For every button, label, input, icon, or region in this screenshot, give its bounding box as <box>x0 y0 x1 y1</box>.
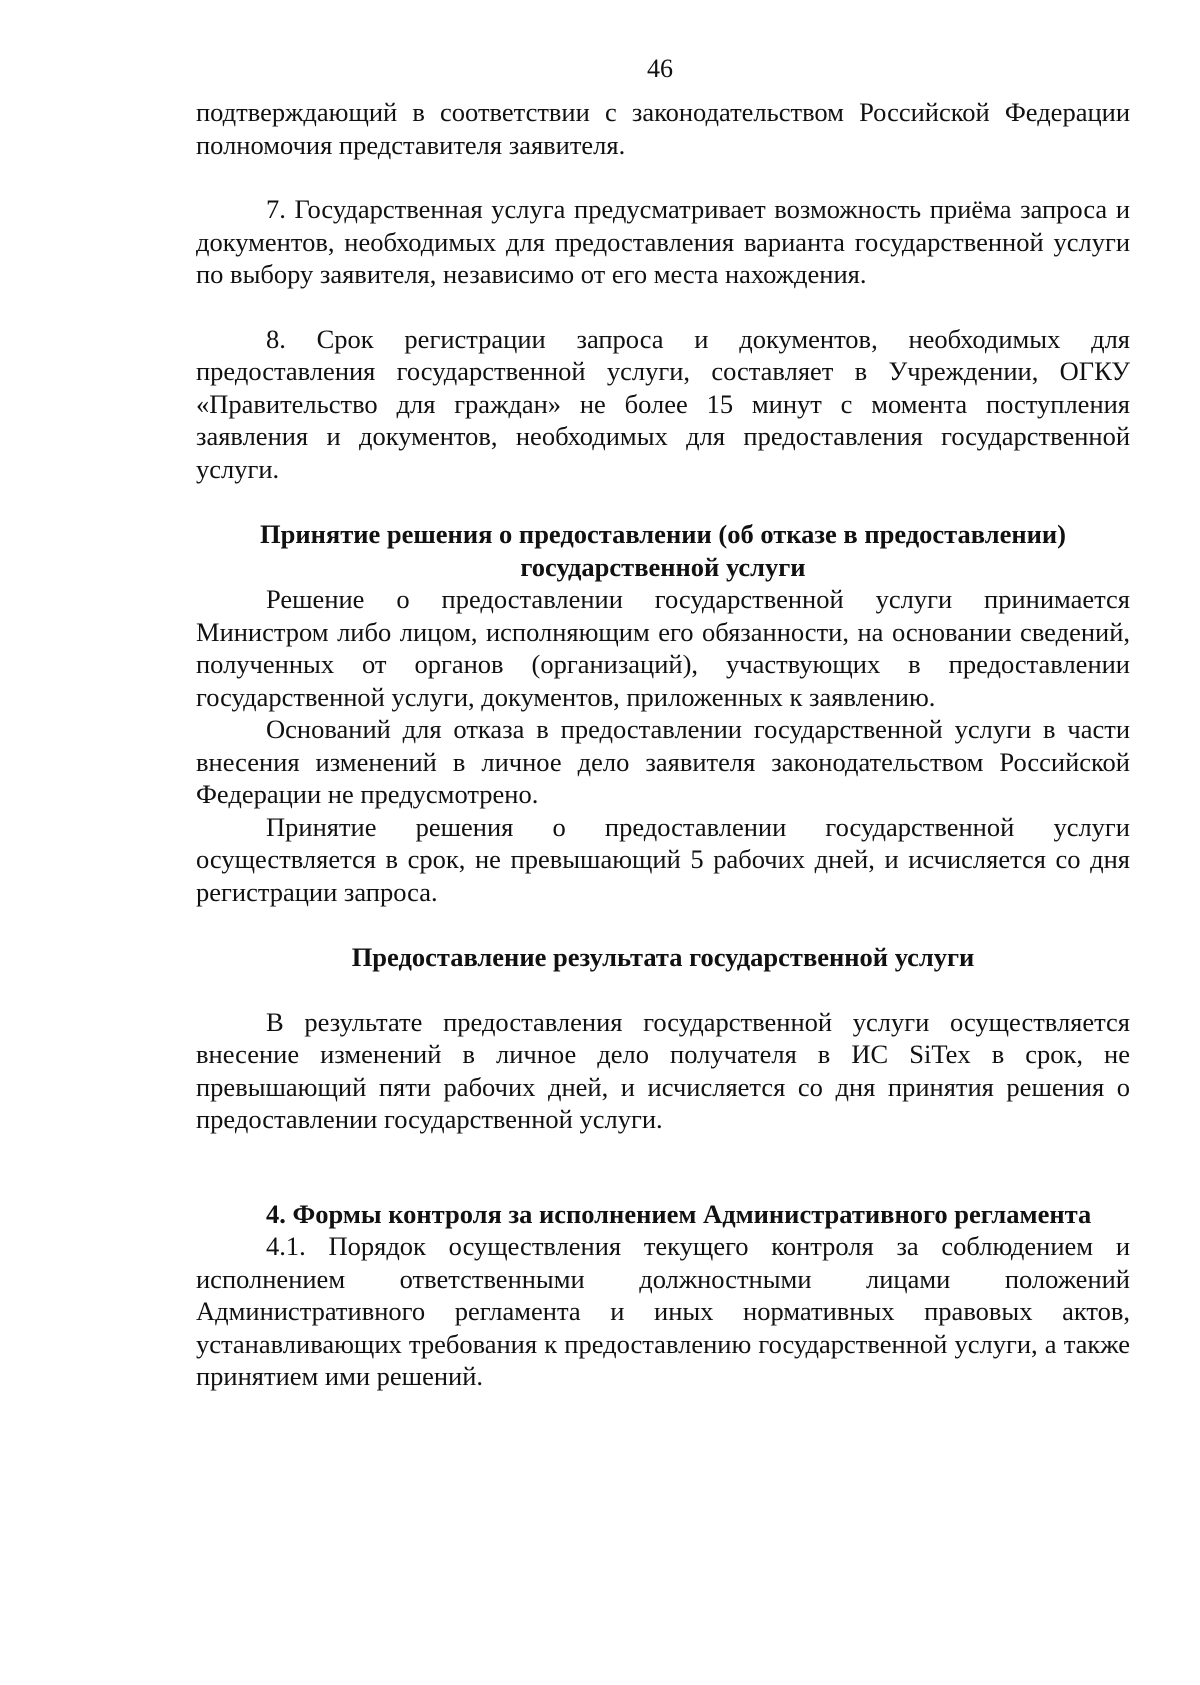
paragraph-decision-made: Решение о предоставлении государственной услуги принимается Министром либо лицом, исполняющим его обязанности, на основании сведений, полученных от органов (организаций), участвующих в предоставлении государственной услуги, документов, приложенных к заявлению. <box>196 584 1130 712</box>
paragraph-7: 7. Государственная услуга предусматривает возможность приёма запроса и документов, необходимых для предоставления варианта государственной услуги по выбору заявителя, независимо от его места нахождения. <box>196 194 1130 289</box>
page-number: 46 <box>647 54 673 83</box>
heading-decision: Принятие решения о предоставлении (об отказе в предоставлении) государственной услуги <box>260 519 1066 582</box>
paragraph-decision-term: Принятие решения о предоставлении государственной услуги осуществляется в срок, не превышающий 5 рабочих дней, и исчисляется со дня регистрации запроса. <box>196 811 1130 907</box>
section-4-heading: 4. Формы контроля за исполнением Административного регламента <box>266 1198 1092 1229</box>
paragraph-4-1: 4.1. Порядок осуществления текущего контроля за соблюдением и исполнением ответственными должностными лицами положений Административного регламента и иных нормативных правовых актов, устанавливающих требования к предоставлению государственной услуги, а также принятием ими решений. <box>196 1231 1130 1391</box>
paragraph-result: В результате предоставления государственной услуги осуществляется внесение изменений в личное дело получателя в ИС SiTex в срок, не превышающий пяти рабочих дней, и исчисляется со дня принятия решения о предоставлении государственной услуги. <box>196 1006 1130 1134</box>
paragraph-representative-authority: подтверждающий в соответствии с законодательством Российской Федерации полномочия представителя заявителя. <box>196 97 1130 160</box>
document-body <box>196 96 1130 1393</box>
paragraph-8: 8. Срок регистрации запроса и документов, необходимых для предоставления государственной услуги, составляет в Учреждении, ОГКУ «Правительство для граждан» не более 15 минут с момента поступления заявления и документов, необходимых для предоставления государственной услуги. <box>196 323 1130 484</box>
paragraph-no-refusal-grounds: Оснований для отказа в предоставлении государственной услуги в части внесения изменений в личное дело заявителя законодательством Российской Федерации не предусмотрено. <box>196 714 1130 809</box>
heading-result: Предоставление результата государственной услуги <box>351 942 975 972</box>
